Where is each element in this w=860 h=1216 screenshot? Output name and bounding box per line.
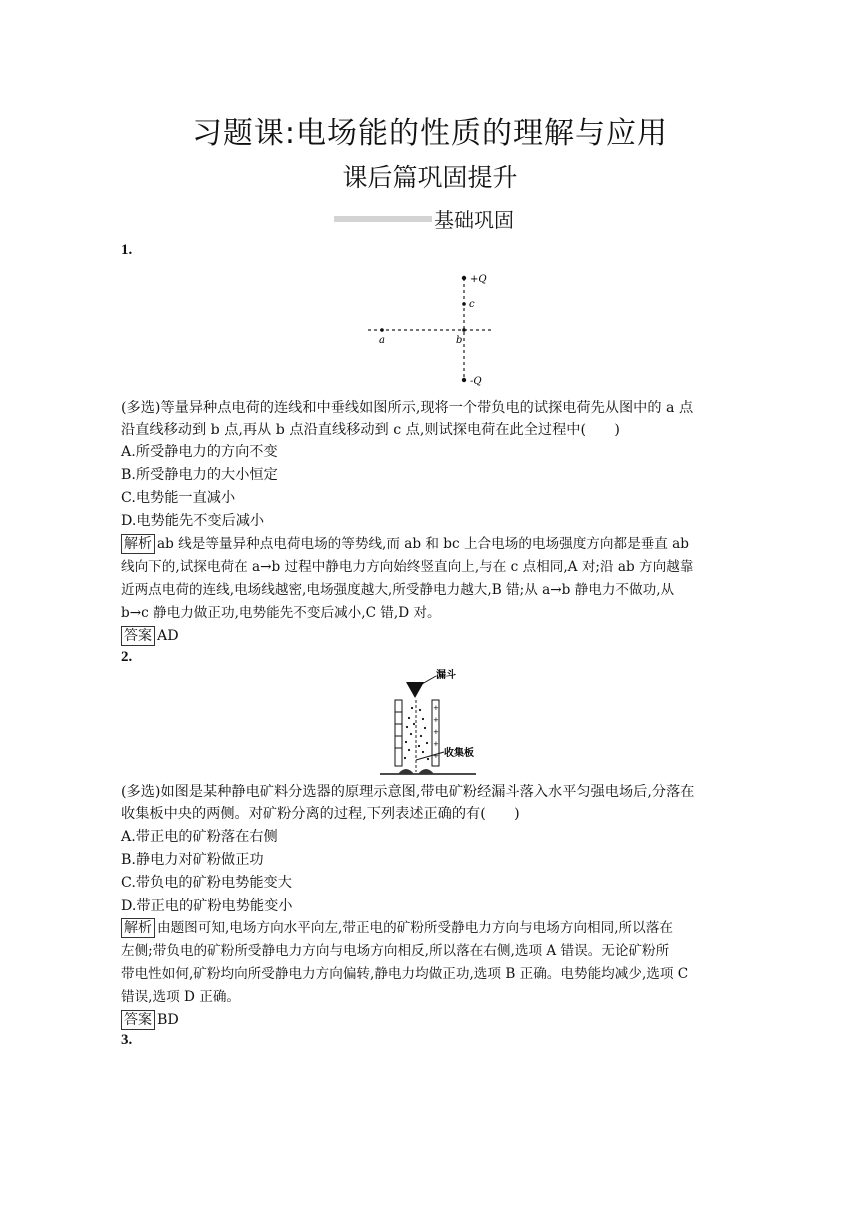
- analysis-text: ab 线是等量异种点电荷电场的等势线,而 ab 和 bc 上合电场的电场强度方向都是垂直 ab: [157, 536, 689, 552]
- left-pile: [398, 769, 414, 774]
- funnel-leader: [422, 676, 436, 684]
- q2-option-a: A.带正电的矿粉落在右侧: [121, 829, 278, 845]
- q2-analysis-line: 左侧;带负电的矿粉所受静电力方向与电场方向相反,所以落在右侧,选项 A 错误。无论矿粉所: [121, 943, 670, 959]
- section-divider: [334, 216, 432, 222]
- answer-tag: 答案: [121, 1010, 155, 1030]
- q2-answer: [121, 1009, 741, 1031]
- point-a-dot: [380, 328, 384, 332]
- analysis-tag: 解析: [121, 918, 155, 938]
- svg-text:+: +: [433, 704, 439, 712]
- q2-stem-line: (多选)如图是某种静电矿料分选器的原理示意图,带电矿粉经漏斗落入水平匀强电场后,分落在: [121, 784, 695, 800]
- minus-q-label: -Q: [470, 376, 482, 387]
- q1-analysis-line: 线向下的,试探电荷在 a→b 过程中静电力方向始终竖直向上,与在 c 点相同,A 对;沿 ab 方向越靠: [121, 559, 694, 575]
- analysis-text: 由题图可知,电场方向水平向左,带正电的矿粉所受静电力方向与电场方向相同,所以落在: [157, 920, 673, 936]
- q2-analysis-line: 错误,选项 D 正确。: [121, 989, 241, 1005]
- q1-option-b: B.所受静电力的大小恒定: [121, 467, 278, 483]
- left-plate: [395, 700, 402, 766]
- q1-analysis: [121, 533, 741, 556]
- answer-value: BD: [157, 1012, 179, 1028]
- q2-analysis: [121, 917, 741, 940]
- point-b-dot: [462, 328, 466, 332]
- q1-option-a: A.所受静电力的方向不变: [121, 444, 278, 460]
- q1-figure-charges: [360, 268, 500, 390]
- page-title: 习题课:电场能的性质的理解与应用: [191, 116, 669, 151]
- question-number: 3.: [121, 1032, 133, 1048]
- q2-stem-line: 收集板中央的两侧。对矿粉分离的过程,下列表述正确的有( ): [121, 806, 520, 822]
- analysis-tag: 解析: [121, 534, 155, 554]
- svg-text:+: +: [433, 752, 439, 760]
- q1-option-d: D.电势能先不变后减小: [121, 513, 265, 529]
- point-b-label: b: [456, 335, 463, 346]
- right-pile: [418, 769, 434, 774]
- q1-answer: [121, 625, 741, 647]
- q2-option-d: D.带正电的矿粉电势能变小: [121, 898, 293, 914]
- point-a-label: a: [379, 335, 385, 346]
- answer-tag: 答案: [121, 626, 155, 646]
- funnel-shape: [406, 682, 424, 698]
- plate-leader: [416, 752, 444, 760]
- svg-text:+: +: [433, 740, 439, 748]
- q2-option-c: C.带负电的矿粉电势能变大: [121, 875, 292, 891]
- q1-analysis-line: 近两点电荷的连线,电场线越密,电场强度越大,所受静电力越大,B 错;从 a→b 静电力不做功,从: [121, 582, 675, 598]
- q2-analysis-line: 带电性如何,矿粉均向所受静电力方向偏转,静电力均做正功,选项 B 正确。电势能均减少,选项 C: [121, 966, 689, 982]
- q2-figure-separator: [376, 664, 486, 782]
- section-heading: 基础巩固: [434, 208, 514, 232]
- svg-text:+: +: [433, 728, 439, 736]
- funnel-label: 漏斗: [436, 670, 456, 681]
- negative-charge-dot: [462, 378, 466, 382]
- q1-stem-line: (多选)等量异种点电荷的连线和中垂线如图所示,现将一个带负电的试探电荷先从图中的 a 点: [121, 400, 694, 416]
- plus-q-label: +Q: [470, 274, 487, 285]
- point-c-dot: [462, 302, 466, 306]
- q1-analysis-line: b→c 静电力做正功,电势能先不变后减小,C 错,D 对。: [121, 605, 441, 621]
- question-number: 2.: [121, 649, 133, 665]
- point-c-label: c: [469, 299, 475, 310]
- q1-option-c: C.电势能一直减小: [121, 490, 236, 506]
- svg-text:+: +: [433, 716, 439, 724]
- q2-option-b: B.静电力对矿粉做正功: [121, 852, 264, 868]
- page-subtitle: 课后篇巩固提升: [342, 163, 518, 192]
- answer-value: AD: [157, 628, 179, 644]
- positive-charge-dot: [462, 276, 466, 280]
- q1-stem-line: 沿直线移动到 b 点,再从 b 点沿直线移动到 c 点,则试探电荷在此全过程中( ): [121, 422, 620, 438]
- question-number: 1.: [121, 242, 133, 258]
- plate-label: 收集板: [444, 748, 474, 759]
